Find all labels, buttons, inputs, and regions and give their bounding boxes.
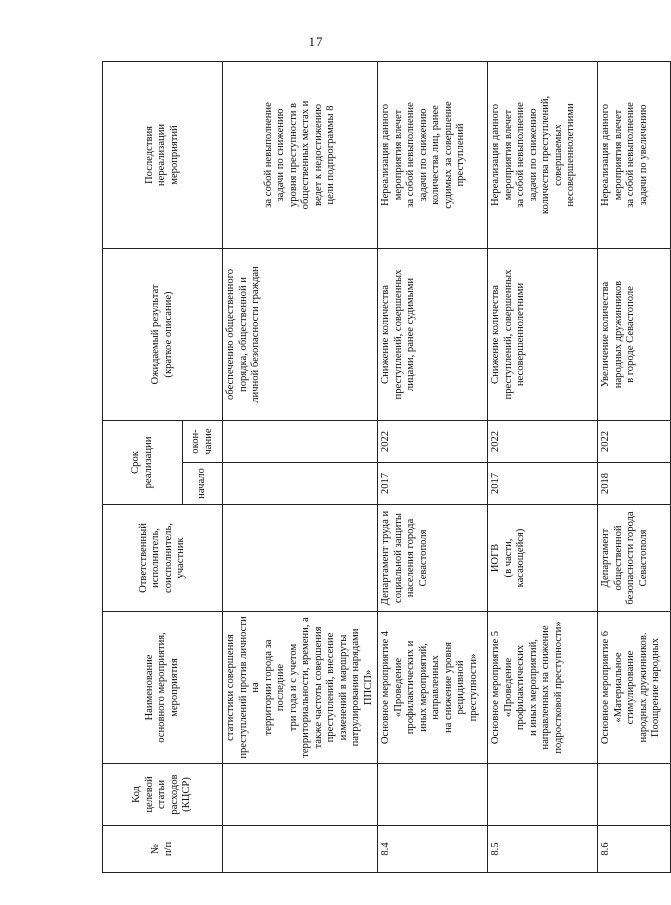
cell-name: статистики совершения преступлений против личности на территории города за последние три года и с учетом территориальности, времени, а также частоты совершения преступлений, внесение изменений в маршруты патрулирования нарядами ППСП» [223,612,378,764]
cell-code [223,764,378,826]
cell-executor [223,505,378,612]
cell-end: 2022 [488,421,598,463]
cell-num: 8.4 [378,826,488,873]
cell-start: 2018 [598,463,671,505]
header-row [103,62,183,873]
cell-executor: Департамент общественной безопасности города Севастополя [598,505,671,612]
cell-code [598,764,671,826]
cell-code [488,764,598,826]
cell-name: Основное мероприятие 4 «Проведение профилактических и иных мероприятий, направленных на снижение уровня рецидивной преступности» [378,612,488,764]
table-row [378,62,488,873]
cell-result: обеспечению общественного порядка, общественной и личной безопасности граждан [223,249,378,421]
cell-start: 2017 [378,463,488,505]
header-term: Срок реализации [103,421,183,505]
header-consequences: Последствия нереализации мероприятий [103,62,223,249]
cell-end: 2022 [378,421,488,463]
cell-num [223,826,378,873]
cell-name: Основное мероприятие 5 «Проведение профилактических и иных мероприятий, направленных на снижение подростковой преступности» [488,612,598,764]
cell-executor: Департамент труда и социальной защиты населения города Севастополя [378,505,488,612]
cell-end: 2022 [598,421,671,463]
cell-name: Основное мероприятие 6 «Материальное стимулирование народных дружинников. Поощрение народных [598,612,671,764]
cell-start [223,463,378,505]
cell-consequences: Нереализация данного мероприятия влечет за собой невыполнение задачи по снижению количества лиц, ранее судимых за совершение преступлений [378,62,488,249]
table-row [488,62,598,873]
cell-start: 2017 [488,463,598,505]
header-start: начало [183,463,223,505]
header-result: Ожидаемый результат (краткое описание) [103,249,223,421]
header-num: № п/п [103,826,223,873]
page-number: 17 [308,34,324,49]
table-row [223,62,378,873]
header-name: Наименование основного мероприятия, мероприятия [103,612,223,764]
cell-consequences: Нереализация данного мероприятия влечет за собой невыполнение задачи по увеличению [598,62,671,249]
cell-result: Снижение количества преступлений, совершенных лицами, ранее судимыми [378,249,488,421]
rotated-table-container [102,62,661,873]
cell-result: Снижение количества преступлений, совершенных несовершеннолетними [488,249,598,421]
cell-num: 8.6 [598,826,671,873]
cell-code [378,764,488,826]
cell-num: 8.5 [488,826,598,873]
header-executor: Ответственный исполнитель, соисполнитель, участник [103,505,223,612]
cell-consequences: за собой невыполнение задачи по снижению уровня преступности в общественных местах и ведет к недостижению цели подпрограммы 8 [223,62,378,249]
header-end: окон- чание [183,421,223,463]
header-code: Код целевой статьи расходов (КЦСР) [103,764,223,826]
cell-executor: ИОГВ (в части, касающейся) [488,505,598,612]
measures-table [102,61,671,873]
table-row [598,62,671,873]
cell-consequences: Нереализация данного мероприятия влечет за собой невыполнение задачи по снижению количества преступлений, совершаемых несовершеннолетними [488,62,598,249]
cell-result: Увеличение количества народных дружинников в городе Севастополе [598,249,671,421]
cell-end [223,421,378,463]
